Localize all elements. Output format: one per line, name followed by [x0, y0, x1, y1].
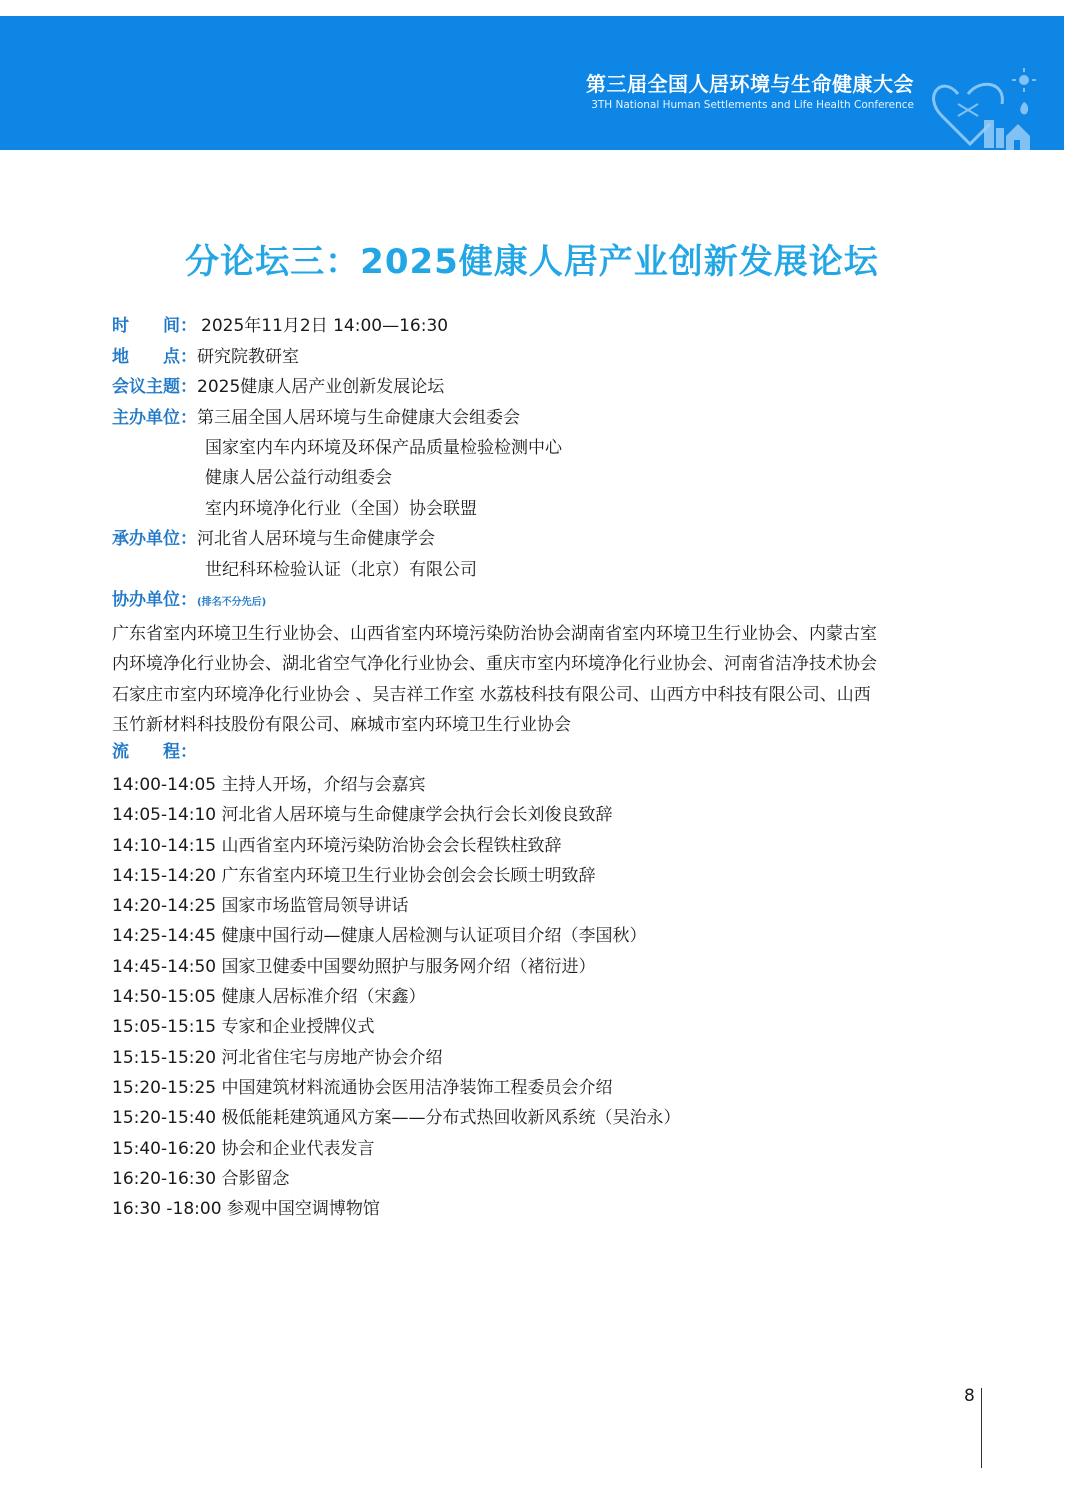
coorg-list [112, 619, 962, 741]
time-value: 2025年11月2日 14:00—16:30 [201, 316, 449, 336]
schedule-item: 15:15-15:20 河北省住宅与房地产协会介绍 [112, 1047, 443, 1068]
host-label: 主办单位： [112, 408, 197, 428]
coorg-line: 玉竹新材料科技股份有限公司、麻城市室内环境卫生行业协会 [112, 715, 571, 736]
conference-title-en: 3TH National Human Settlements and Life Health Conference [591, 99, 914, 111]
schedule-item: 15:20-15:25 中国建筑材料流通协会医用洁净装饰工程委员会介绍 [112, 1077, 613, 1098]
place-row [112, 345, 299, 369]
time-label: 时 间： [112, 316, 197, 336]
flow-label: 流 程： [112, 742, 197, 762]
host-item: 健康人居公益行动组委会 [205, 468, 392, 488]
place-value: 研究院教研室 [197, 347, 299, 367]
organizer-label: 承办单位： [112, 529, 197, 549]
schedule-item: 15:40-16:20 协会和企业代表发言 [112, 1138, 375, 1159]
schedule-item: 15:20-15:40 极低能耗建筑通风方案——分布式热回收新风系统（吴治永） [112, 1108, 681, 1129]
heart-house-logo-icon [928, 64, 1040, 156]
host-row [112, 406, 520, 430]
host-item: 室内环境净化行业（全国）协会联盟 [205, 499, 477, 519]
schedule-item: 14:10-14:15 山西省室内环境污染防治协会会长程铁柱致辞 [112, 835, 562, 856]
theme-row [112, 375, 444, 399]
schedule-item: 16:30 -18:00 参观中国空调博物馆 [112, 1199, 380, 1220]
organizer-item: 河北省人居环境与生命健康学会 [197, 529, 435, 549]
theme-label: 会议主题： [112, 377, 197, 397]
theme-value: 2025健康人居产业创新发展论坛 [197, 377, 445, 397]
page-divider [981, 1388, 982, 1468]
flow-row [112, 740, 197, 764]
coorg-label: 协办单位： [112, 590, 197, 610]
schedule-item: 14:05-14:10 河北省人居环境与生命健康学会执行会长刘俊良致辞 [112, 805, 613, 826]
host-item: 第三届全国人居环境与生命健康大会组委会 [197, 408, 520, 428]
schedule-item: 14:00-14:05 主持人开场，介绍与会嘉宾 [112, 775, 426, 795]
page-number: 8 [964, 1386, 975, 1406]
organizer-row [112, 527, 435, 551]
schedule-item: 16:20-16:30 合影留念 [112, 1168, 290, 1189]
schedule-item: 14:15-14:20 广东省室内环境卫生行业协会创会会长顾士明致辞 [112, 865, 596, 886]
coorg-row [112, 588, 266, 615]
coorg-note: (排名不分先后) [197, 597, 267, 608]
host-item: 国家室内车内环境及环保产品质量检验检测中心 [205, 438, 562, 458]
place-label: 地 点： [112, 347, 197, 367]
conference-title-cn: 第三届全国人居环境与生命健康大会 [586, 72, 914, 96]
coorg-line: 石家庄市室内环境净化行业协会 、吴吉祥工作室 水荔枝科技有限公司、山西方中科技有限公司、山西 [112, 684, 871, 705]
schedule-item: 15:05-15:15 专家和企业授牌仪式 [112, 1017, 375, 1038]
schedule-item: 14:45-14:50 国家卫健委中国婴幼照护与服务网介绍（褚衍进） [112, 956, 596, 977]
time-row [112, 314, 448, 338]
organizer-item: 世纪科环检验认证（北京）有限公司 [205, 560, 477, 580]
schedule-item: 14:50-15:05 健康人居标准介绍（宋鑫） [112, 987, 426, 1008]
coorg-line: 内环境净化行业协会、湖北省空气净化行业协会、重庆市室内环境净化行业协会、河南省洁净技术协会 [112, 654, 877, 675]
page-title: 分论坛三：2025健康人居产业创新发展论坛 [185, 242, 879, 282]
coorg-line: 广东省室内环境卫生行业协会、山西省室内环境污染防治协会湖南省室内环境卫生行业协会、内蒙古室 [112, 624, 877, 644]
schedule-item: 14:25-14:45 健康中国行动—健康人居检测与认证项目介绍（李国秋） [112, 926, 647, 947]
header-banner [0, 16, 1064, 150]
schedule-item: 14:20-14:25 国家市场监管局领导讲话 [112, 896, 409, 917]
schedule-list [112, 770, 681, 1224]
